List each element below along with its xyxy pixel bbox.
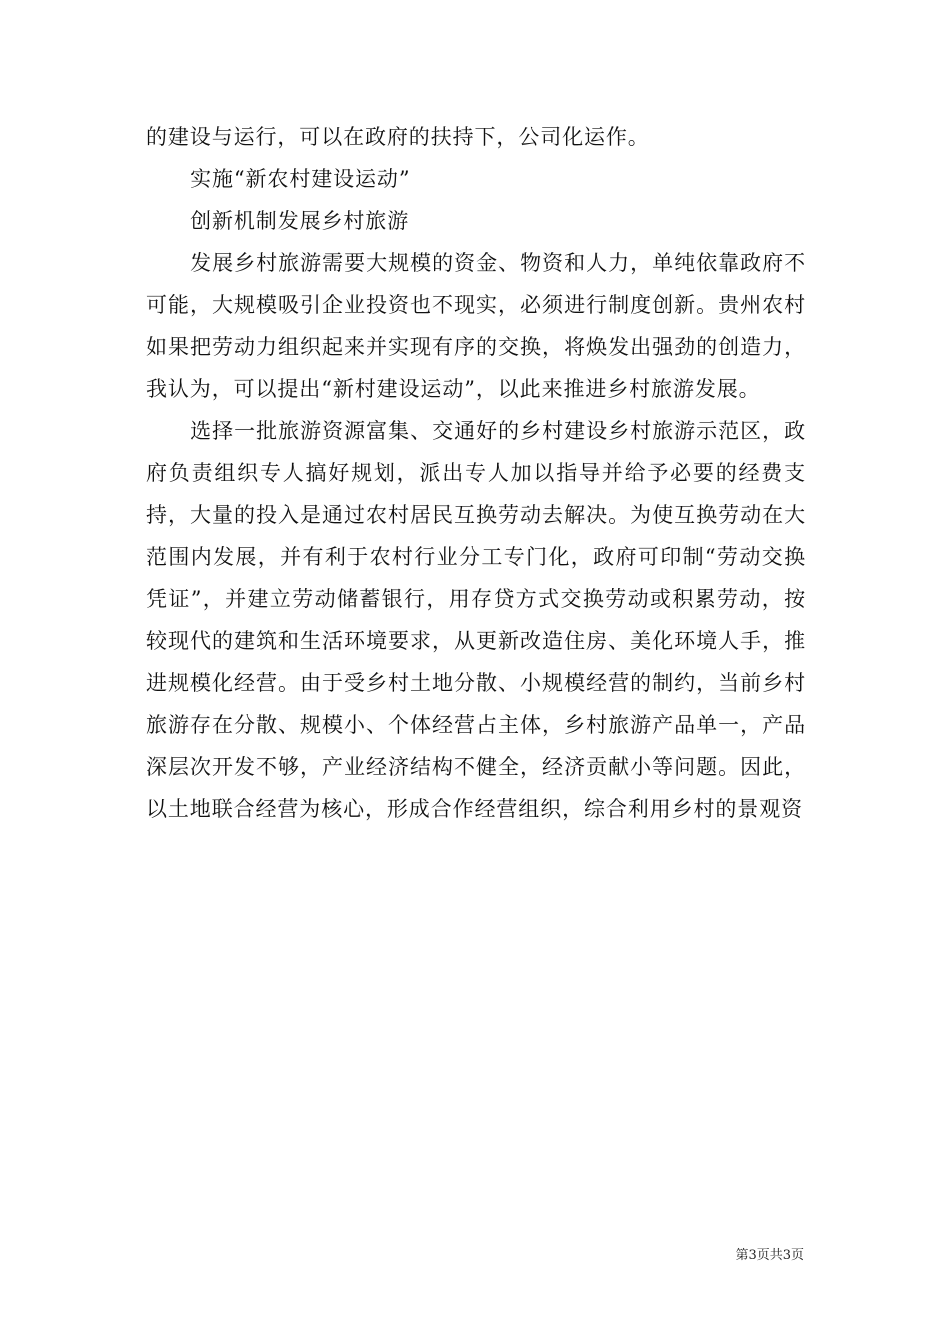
paragraph-rural-tourism-funding: 发展乡村旅游需要大规模的资金、物资和人力，单纯依靠政府不可能，大规模吸引企业投资也不现实，必须进行制度创新。贵州农村如果把劳动力组织起来并实现有序的交换，将焕发出强劲的创造力，我认为，可以提出“新村建设运动”，以此来推进乡村旅游发展。	[146, 251, 806, 401]
paragraph-continuation: 的建设与运行，可以在政府的扶持下，公司化运作。	[146, 125, 650, 149]
page-number: 第3页共3页	[735, 1248, 804, 1263]
section-heading-rural-tourism-innovation: 创新机制发展乡村旅游	[190, 209, 410, 233]
paragraph-demonstration-zone: 选择一批旅游资源富集、交通好的乡村建设乡村旅游示范区，政府负责组织专人搞好规划，派出专人加以指导并给予必要的经费支持，大量的投入是通过农村居民互换劳动去解决。为使互换劳动在大范围内发展，并有利于农村行业分工专门化，政府可印制“劳动交换凭证”，并建立劳动储蓄银行，用存贷方式交换劳动或积累劳动，按较现代的建筑和生活环境要求，从更新改造住房、美化环境人手，推进规模化经营。由于受乡村土地分散、小规模经营的制约，当前乡村旅游存在分散、规模小、个体经营占主体，乡村旅游产品单一，产品深层次开发不够，产业经济结构不健全，经济贡献小等问题。因此，以土地联合经营为核心，形成合作经营组织，综合利用乡村的景观资	[146, 419, 806, 821]
document-body	[146, 116, 806, 830]
section-heading-new-village-campaign: 实施“新农村建设运动”	[190, 167, 411, 191]
